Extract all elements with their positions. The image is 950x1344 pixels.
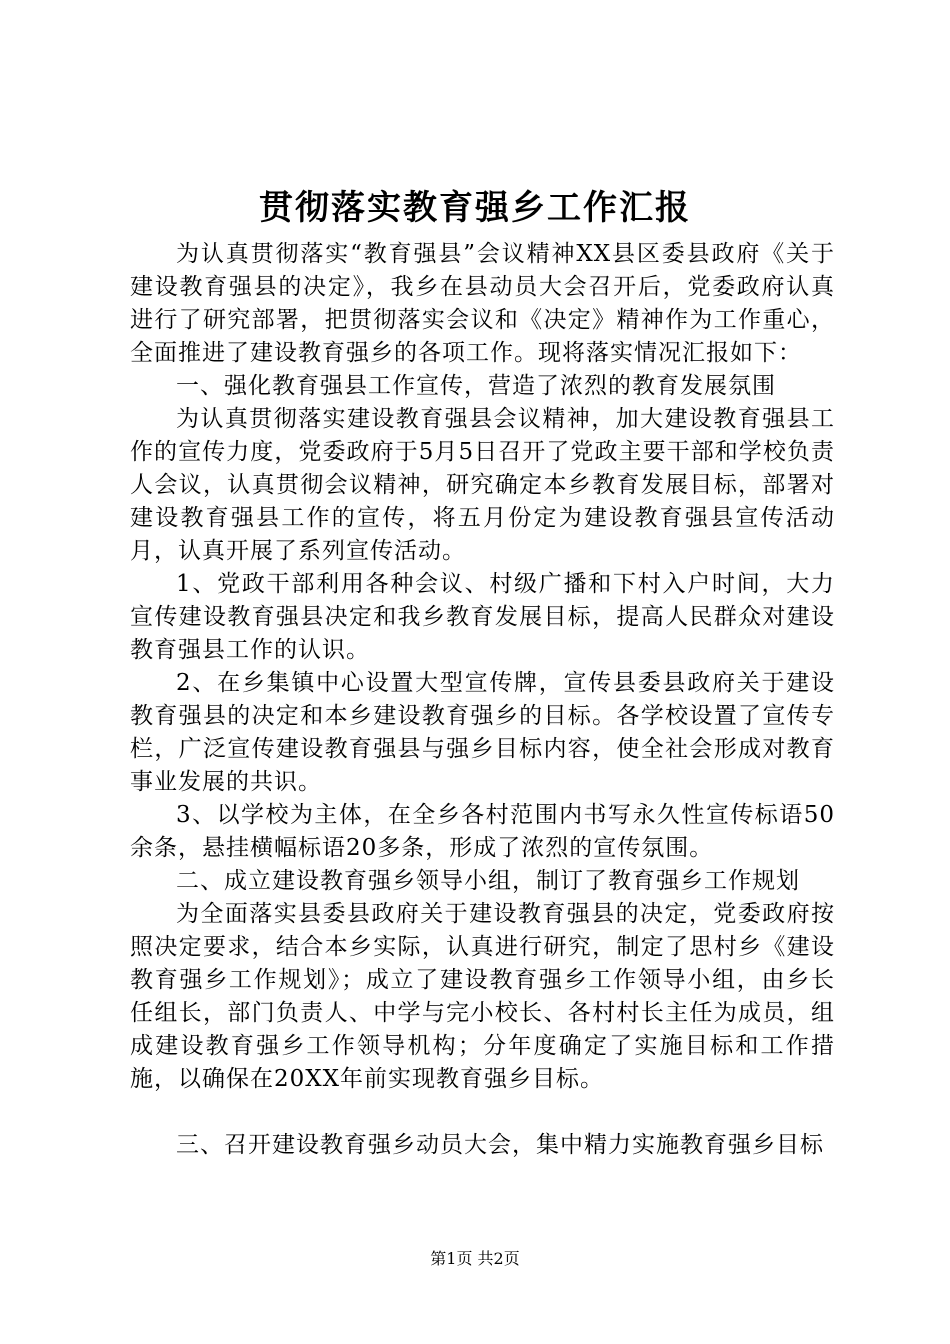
document-body xyxy=(130,238,835,1162)
section-heading-1: 一、强化教育强县工作宣传，营造了浓烈的教育发展氛围 xyxy=(176,373,776,399)
list-item-1: 1、党政干部利用各种会议、村级广播和下村入户时间，大力宣传建设教育强县决定和我乡教育发展目标，提高人民群众对建设教育强县工作的认识。 xyxy=(130,571,835,663)
list-item-2: 2、在乡集镇中心设置大型宣传牌，宣传县委县政府关于建设教育强县的决定和本乡建设教育强乡的目标。各学校设置了宣传专栏，广泛宣传建设教育强县与强乡目标内容，使全社会形成对教育事业发展的共识。 xyxy=(130,670,835,795)
list-item-3: 3、以学校为主体，在全乡各村范围内书写永久性宣传标语50余条，悬挂横幅标语20多条，形成了浓烈的宣传氛围。 xyxy=(130,802,835,861)
page-number: 第1页 共2页 xyxy=(430,1249,520,1268)
document-title: 贯彻落实教育强乡工作汇报 xyxy=(259,188,691,228)
paragraph-intro: 为认真贯彻落实“教育强县”会议精神XX县区委县政府《关于建设教育强县的决定》，我乡在县动员大会召开后，党委政府认真进行了研究部署，把贯彻落实会议和《决定》精神作为工作重心，全面推进了建设教育强乡的各项工作。现将落实情况汇报如下： xyxy=(130,241,835,366)
paragraph-section-2: 为全面落实县委县政府关于建设教育强县的决定，党委政府按照决定要求，结合本乡实际，认真进行研究，制定了思村乡《建设教育强乡工作规划》；成立了建设教育强乡工作领导小组，由乡长任组长，部门负责人、中学与完小校长、各村村长主任为成员，组成建设教育强乡工作领导机构；分年度确定了实施目标和工作措施，以确保在20XX年前实现教育强乡目标。 xyxy=(130,901,835,1092)
paragraph-section-1: 为认真贯彻落实建设教育强县会议精神，加大建设教育强县工作的宣传力度，党委政府于5月5日召开了党政主要干部和学校负责人会议，认真贯彻会议精神，研究确定本乡教育发展目标，部署对建设教育强县工作的宣传，将五月份定为建设教育强县宣传活动月，认真开展了系列宣传活动。 xyxy=(130,406,835,564)
section-heading-3: 三、召开建设教育强乡动员大会，集中精力实施教育强乡目标 xyxy=(176,1132,824,1158)
section-heading-2: 二、成立建设教育强乡领导小组，制订了教育强乡工作规划 xyxy=(176,868,800,894)
